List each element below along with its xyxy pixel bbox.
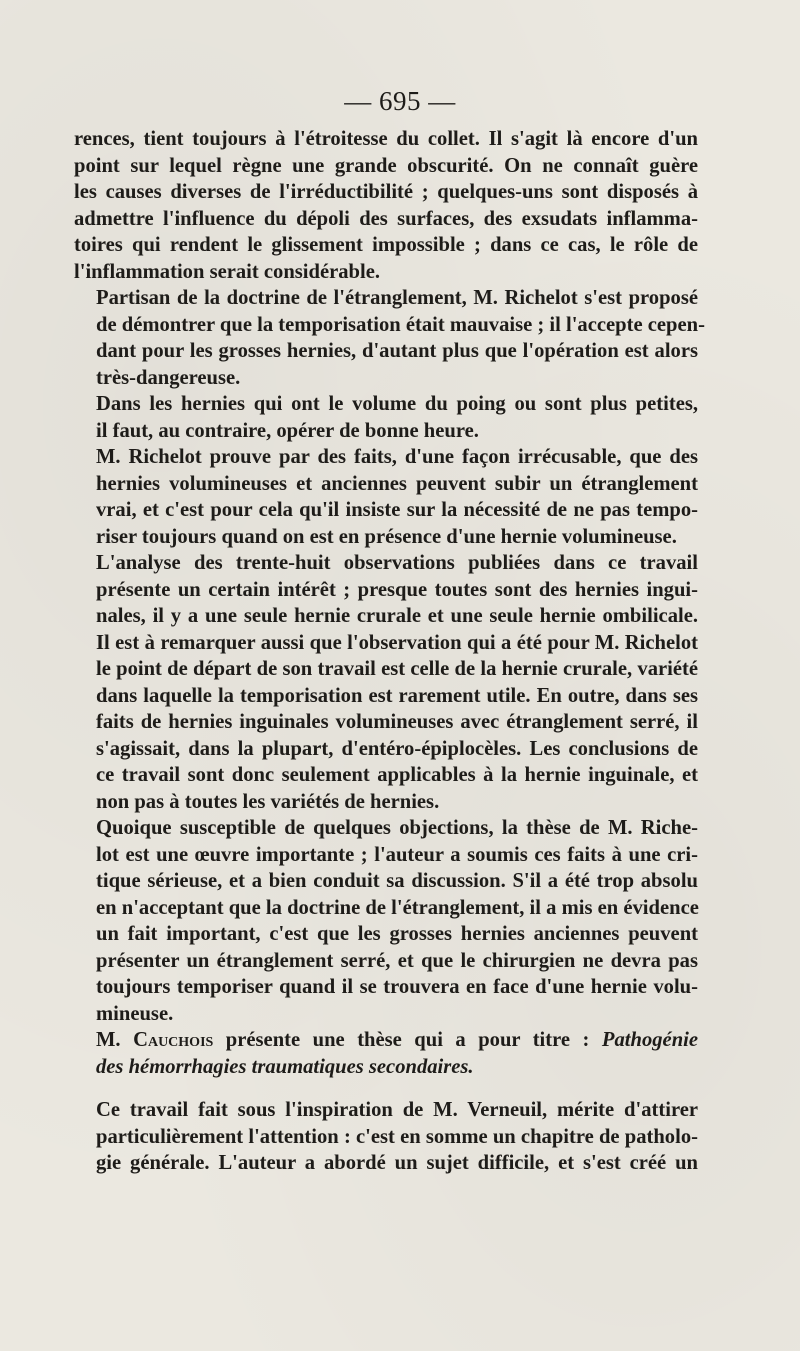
text-line: Dans les hernies qui ont le volume du poing ou sont plus petites,	[96, 393, 698, 415]
text-line: nales, il y a une seule hernie crurale et une seule hernie ombilicale.	[96, 605, 698, 627]
text-line: toujours temporiser quand il se trouvera en face d'une hernie volu-	[96, 976, 698, 998]
text-line: Il est à remarquer aussi que l'observation qui a été pour M. Richelot	[96, 631, 698, 654]
text-line: très-dangereuse.	[96, 366, 241, 389]
closing-paragraph	[74, 1097, 698, 1177]
text-line: il faut, au contraire, opérer de bonne heure.	[96, 419, 479, 442]
body-text	[74, 126, 705, 1027]
text-line: s'agissait, dans la plupart, d'entéro-épiplocèles. Les conclusions de	[96, 737, 698, 760]
text-line: Ce travail fait sous l'inspiration de M. Verneuil, mérite d'attirer	[96, 1099, 698, 1121]
paragraph	[74, 1097, 698, 1177]
text-line: présente un certain intérêt ; presque toutes sont des hernies ingui-	[96, 578, 698, 601]
text-line: L'analyse des trente-huit observations publiées dans ce travail	[96, 552, 698, 574]
text-line: dant pour les grosses hernies, d'autant plus que l'opération est alors	[96, 340, 698, 362]
text-line: un fait important, c'est que les grosses hernies anciennes peuvent	[96, 923, 698, 945]
name-prefix: M.	[96, 1029, 134, 1051]
thesis-title-part1: Pathogénie	[601, 1029, 699, 1051]
text-line: toires qui rendent le glissement impossible ; dans ce cas, le rôle de	[74, 234, 698, 256]
text-line: M. Richelot prouve par des faits, d'une façon irrécusable, que des	[96, 446, 698, 468]
paragraph	[74, 444, 698, 550]
text-line: mineuse.	[96, 1002, 174, 1025]
text-line: non pas à toutes les variétés de hernies.	[96, 790, 440, 813]
thesis-title-part2: des hémorrhagies traumatiques secondaires.	[96, 1055, 474, 1078]
text-line: Partisan de la doctrine de l'étranglement, M. Richelot s'est proposé	[96, 287, 698, 309]
text-line: en n'acceptant que la doctrine de l'étranglement, il a mis en évidence	[96, 896, 699, 919]
text-line: présenter un étranglement serré, et que le chirurgien ne devra pas	[96, 949, 698, 972]
text-line: rences, tient toujours à l'étroitesse du collet. Il s'agit là encore d'un	[74, 128, 698, 150]
paragraph	[74, 391, 698, 444]
text-line: particulièrement l'attention : c'est en somme un chapitre de patholo-	[96, 1125, 698, 1148]
text-line: ce travail sont donc seulement applicables à la hernie inguinale, et	[96, 764, 698, 786]
text-line: dans laquelle la temporisation est rarement utile. En outre, dans ses	[96, 684, 698, 707]
text-line: Quoique susceptible de quelques objections, la thèse de M. Riche-	[96, 817, 698, 839]
text-line: admettre l'influence du dépoli des surfaces, des exsudats inflamma-	[74, 207, 698, 230]
text-line: vrai, et c'est pour cela qu'il insiste sur la nécessité de ne pas tempo-	[96, 499, 698, 521]
paragraph	[74, 815, 698, 1027]
text-line: faits de hernies inguinales volumineuses avec étranglement serré, il	[96, 711, 698, 733]
page-number: — 695 —	[344, 86, 456, 116]
thesis-announcement	[74, 1027, 698, 1080]
text-line: les causes diverses de l'irréductibilité ; quelques-uns sont disposés à	[74, 181, 698, 203]
text-line: hernies volumineuses et anciennes peuvent subir un étranglement	[96, 472, 698, 495]
text-line: gie générale. L'auteur a abordé un sujet difficile, et s'est créé un	[96, 1152, 698, 1174]
text-line: point sur lequel règne une grande obscurité. On ne connaît guère	[74, 154, 698, 177]
paragraph	[74, 285, 705, 391]
text-line: lot est une œuvre importante ; l'auteur a soumis ces faits à une cri-	[96, 843, 698, 866]
paragraph	[74, 126, 698, 285]
text-line: tique sérieuse, et a bien conduit sa discussion. S'il a été trop absolu	[96, 870, 698, 892]
paragraph	[74, 550, 698, 815]
announcement-text: présente une thèse qui a pour titre :	[213, 1029, 602, 1051]
text-line: de démontrer que la temporisation était mauvaise ; il l'accepte cepen-	[96, 313, 705, 336]
text-line: le point de départ de son travail est celle de la hernie crurale, variété	[96, 658, 698, 680]
text-line: riser toujours quand on est en présence d'une hernie volumineuse.	[96, 525, 677, 548]
author-name: Cauchois	[133, 1029, 214, 1051]
thesis-line-1	[74, 1027, 698, 1054]
text-line: l'inflammation serait considérable.	[74, 260, 381, 283]
